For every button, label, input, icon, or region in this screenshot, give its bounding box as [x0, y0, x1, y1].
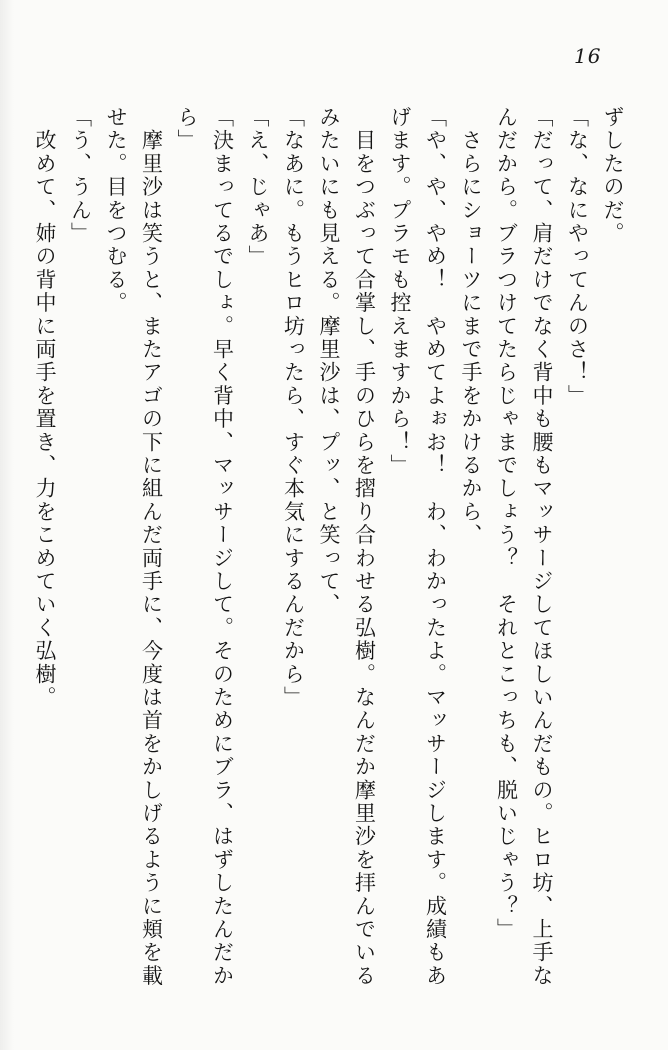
text-line: 「決まってるでしょ。早く背中、マッサージして。そのためにブラ、はずしたんだか	[210, 106, 235, 988]
page-number: 16	[574, 44, 602, 68]
text-line: 「う、うん」	[68, 106, 93, 246]
text-line: 改めて、姉の背中に両手を置き、力をこめていく弘樹。	[33, 106, 57, 710]
text-line: 摩里沙は笑うと、またアゴの下に組んだ両手に、今度は首をかしげるように頬を載	[139, 106, 164, 988]
text-line: んだから。ブラつけてたらじゃまでしょう？ それとこっちも、脱いじゃう？」	[494, 106, 519, 942]
text-line: 目をつぶって合掌し、手のひらを摺り合わせる弘樹。なんだか摩里沙を拝んでいる	[352, 106, 377, 988]
text-line: 「な、なにやってんのさ！」	[565, 106, 590, 408]
text-line: ずしたのだ。	[601, 106, 625, 246]
text-line: 「なあに。もうヒロ坊ったら、すぐ本気にするんだから」	[281, 106, 306, 710]
text-line: 「え、じゃあ」	[246, 106, 270, 269]
text-block	[27, 106, 631, 998]
text-line: 「や、や、やめ！ やめてよぉお！ わ、わかったよ。マッサージします。成績もあ	[423, 106, 448, 988]
text-line: げます。プラモも控えますから！」	[388, 106, 412, 478]
text-line: ら」	[175, 106, 199, 153]
text-line: せた。目をつむる。	[104, 106, 128, 315]
text-line: みたいにも見える。摩里沙は、プッ、と笑って、	[317, 106, 341, 617]
text-line: 「だって、肩だけでなく背中も腰もマッサージしてほしいんだもの。ヒロ坊、上手な	[530, 106, 554, 988]
text-line: さらにショーツにまで手をかけるから、	[459, 106, 483, 547]
